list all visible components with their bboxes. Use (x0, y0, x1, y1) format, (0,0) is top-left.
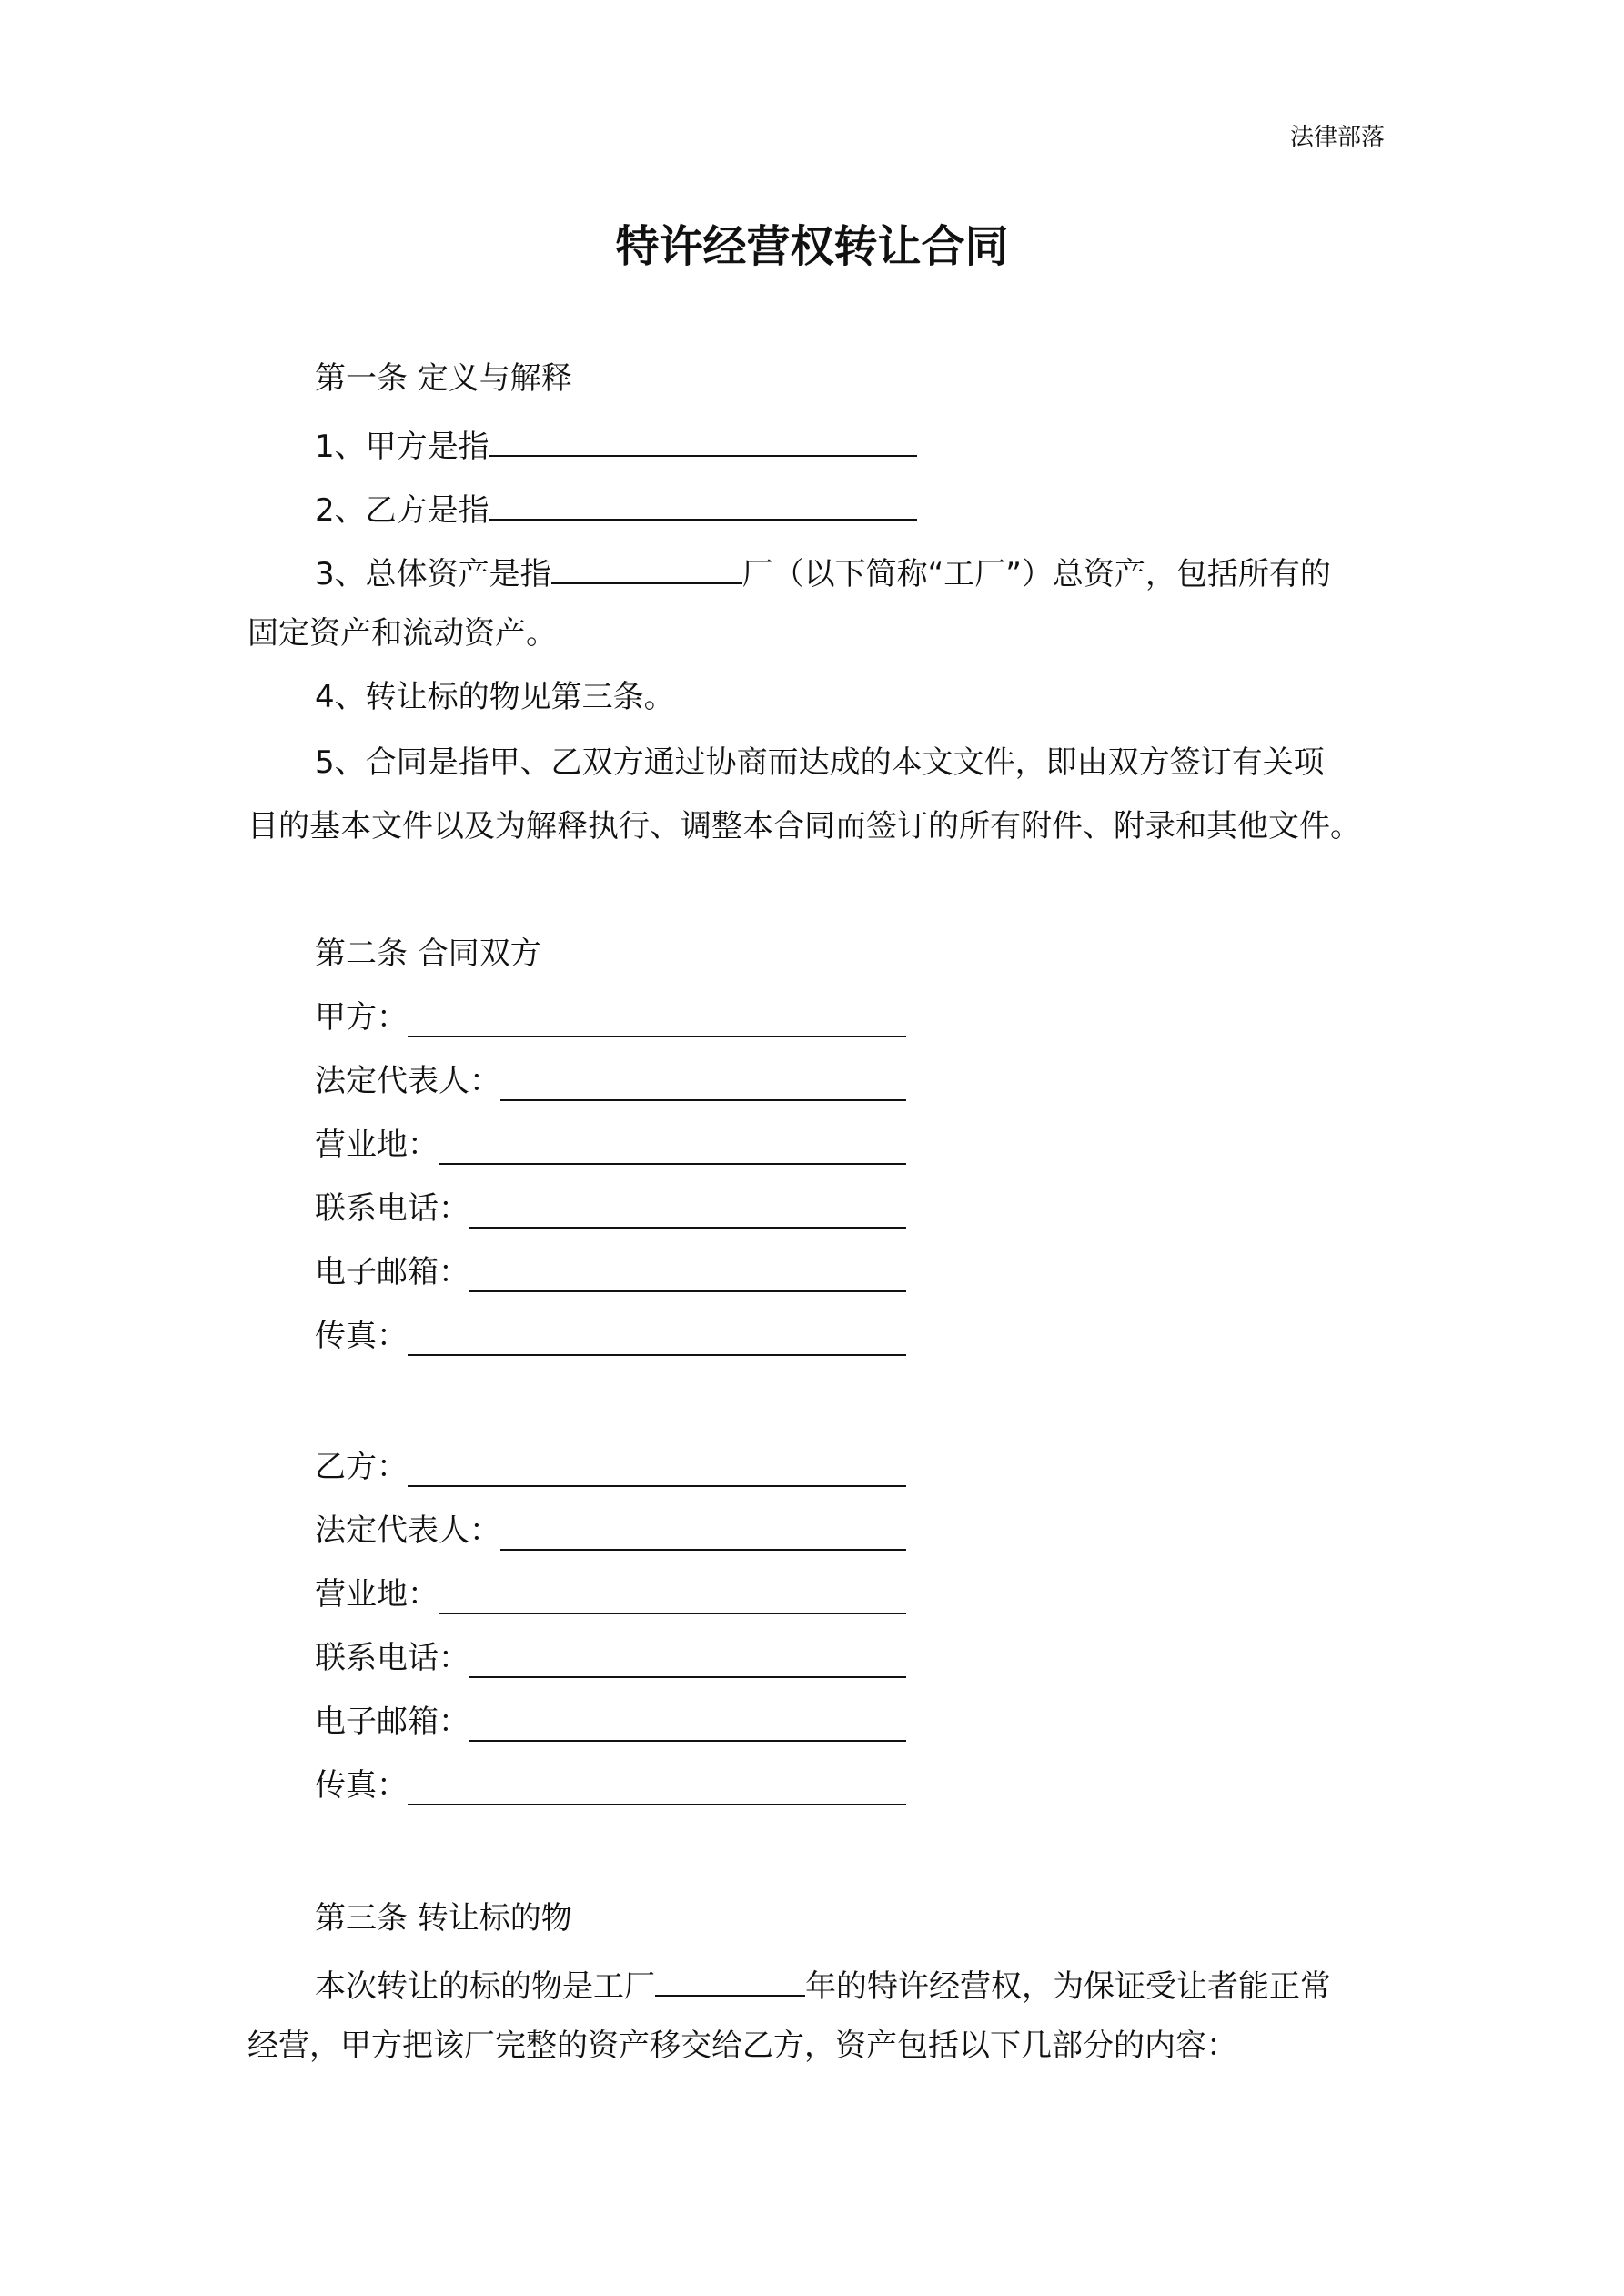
party-a-name-blank[interactable] (408, 1003, 906, 1037)
party-b-address-blank[interactable] (439, 1580, 906, 1614)
article1-item5-continued: 目的基本文件以及为解释执行、调整本合同而签订的所有附件、附录和其他文件。 (247, 808, 1361, 845)
party-b-rep-label: 法定代表人： (315, 1512, 500, 1549)
party-a-phone-blank[interactable] (469, 1194, 906, 1229)
party-b-fax-row (315, 1765, 906, 1805)
party-b-fax-blank[interactable] (408, 1771, 906, 1805)
article1-item3-label: 3、总体资产是指 (315, 556, 551, 592)
party-b-phone-blank[interactable] (469, 1644, 906, 1678)
party-b-name-row (315, 1447, 906, 1487)
article3-heading: 第三条 转让标的物 (315, 1900, 572, 1937)
article3-para (315, 1962, 1331, 2007)
party-a-fax-blank[interactable] (408, 1321, 906, 1356)
party-a-phone-label: 联系电话： (315, 1190, 469, 1227)
party-b-rep-blank[interactable] (500, 1516, 906, 1551)
party-a-address-row (315, 1125, 906, 1165)
party-a-email-label: 电子邮箱： (315, 1254, 469, 1290)
party-b-fax-label: 传真： (315, 1767, 408, 1804)
party-a-rep-label: 法定代表人： (315, 1063, 500, 1099)
factory-name-blank[interactable] (551, 550, 742, 584)
article3-para-start: 本次转让的标的物是工厂 (315, 1968, 655, 2005)
article1-item5: 5、合同是指甲、乙双方通过协商而达成的本文文件，即由双方签订有关项 (315, 744, 1325, 781)
article2-heading: 第二条 合同双方 (315, 936, 541, 972)
party-a-name-row (315, 997, 906, 1037)
franchise-years-blank[interactable] (655, 1962, 805, 1997)
party-b-address-row (315, 1574, 906, 1614)
party-a-address-blank[interactable] (439, 1130, 906, 1165)
party-a-email-blank[interactable] (469, 1258, 906, 1292)
party-a-name-label: 甲方： (315, 999, 408, 1036)
party-b-email-blank[interactable] (469, 1707, 906, 1742)
party-b-name-label: 乙方： (315, 1449, 408, 1485)
article1-item3-continued: 固定资产和流动资产。 (247, 615, 557, 652)
article1-item1 (315, 422, 917, 467)
party-a-rep-row (315, 1061, 906, 1101)
party-a-phone-row (315, 1188, 906, 1229)
article3-para-continued: 经营，甲方把该厂完整的资产移交给乙方，资产包括以下几部分的内容： (247, 2028, 1237, 2064)
party-a-fax-row (315, 1316, 906, 1356)
party-b-phone-row (315, 1638, 906, 1678)
article1-item1-label: 1、甲方是指 (315, 429, 489, 465)
article1-item2-label: 2、乙方是指 (315, 492, 489, 529)
party-b-rep-row (315, 1511, 906, 1551)
article1-item3-text: 厂（以下简称“工厂”）总资产，包括所有的 (741, 556, 1331, 592)
party-a-email-row (315, 1252, 906, 1292)
party-b-email-row (315, 1702, 906, 1742)
party-b-name-blank[interactable] (408, 1452, 906, 1487)
party-b-definition-blank[interactable] (489, 486, 917, 521)
party-b-email-label: 电子邮箱： (315, 1704, 469, 1740)
party-b-address-label: 营业地： (315, 1576, 439, 1613)
party-b-phone-label: 联系电话： (315, 1640, 469, 1676)
party-a-definition-blank[interactable] (489, 422, 917, 457)
article1-item4: 4、转让标的物见第三条。 (315, 679, 675, 715)
article1-item2 (315, 486, 917, 531)
party-a-address-label: 营业地： (315, 1127, 439, 1163)
page-title: 特许经营权转让合同 (615, 221, 1009, 272)
party-a-rep-blank[interactable] (500, 1067, 906, 1101)
article1-item3 (315, 550, 1331, 594)
page-header-brand: 法律部落 (1289, 124, 1385, 151)
party-a-fax-label: 传真： (315, 1318, 408, 1354)
article1-heading: 第一条 定义与解释 (315, 360, 572, 397)
article3-para-middle: 年的特许经营权，为保证受让者能正常 (805, 1968, 1331, 2005)
